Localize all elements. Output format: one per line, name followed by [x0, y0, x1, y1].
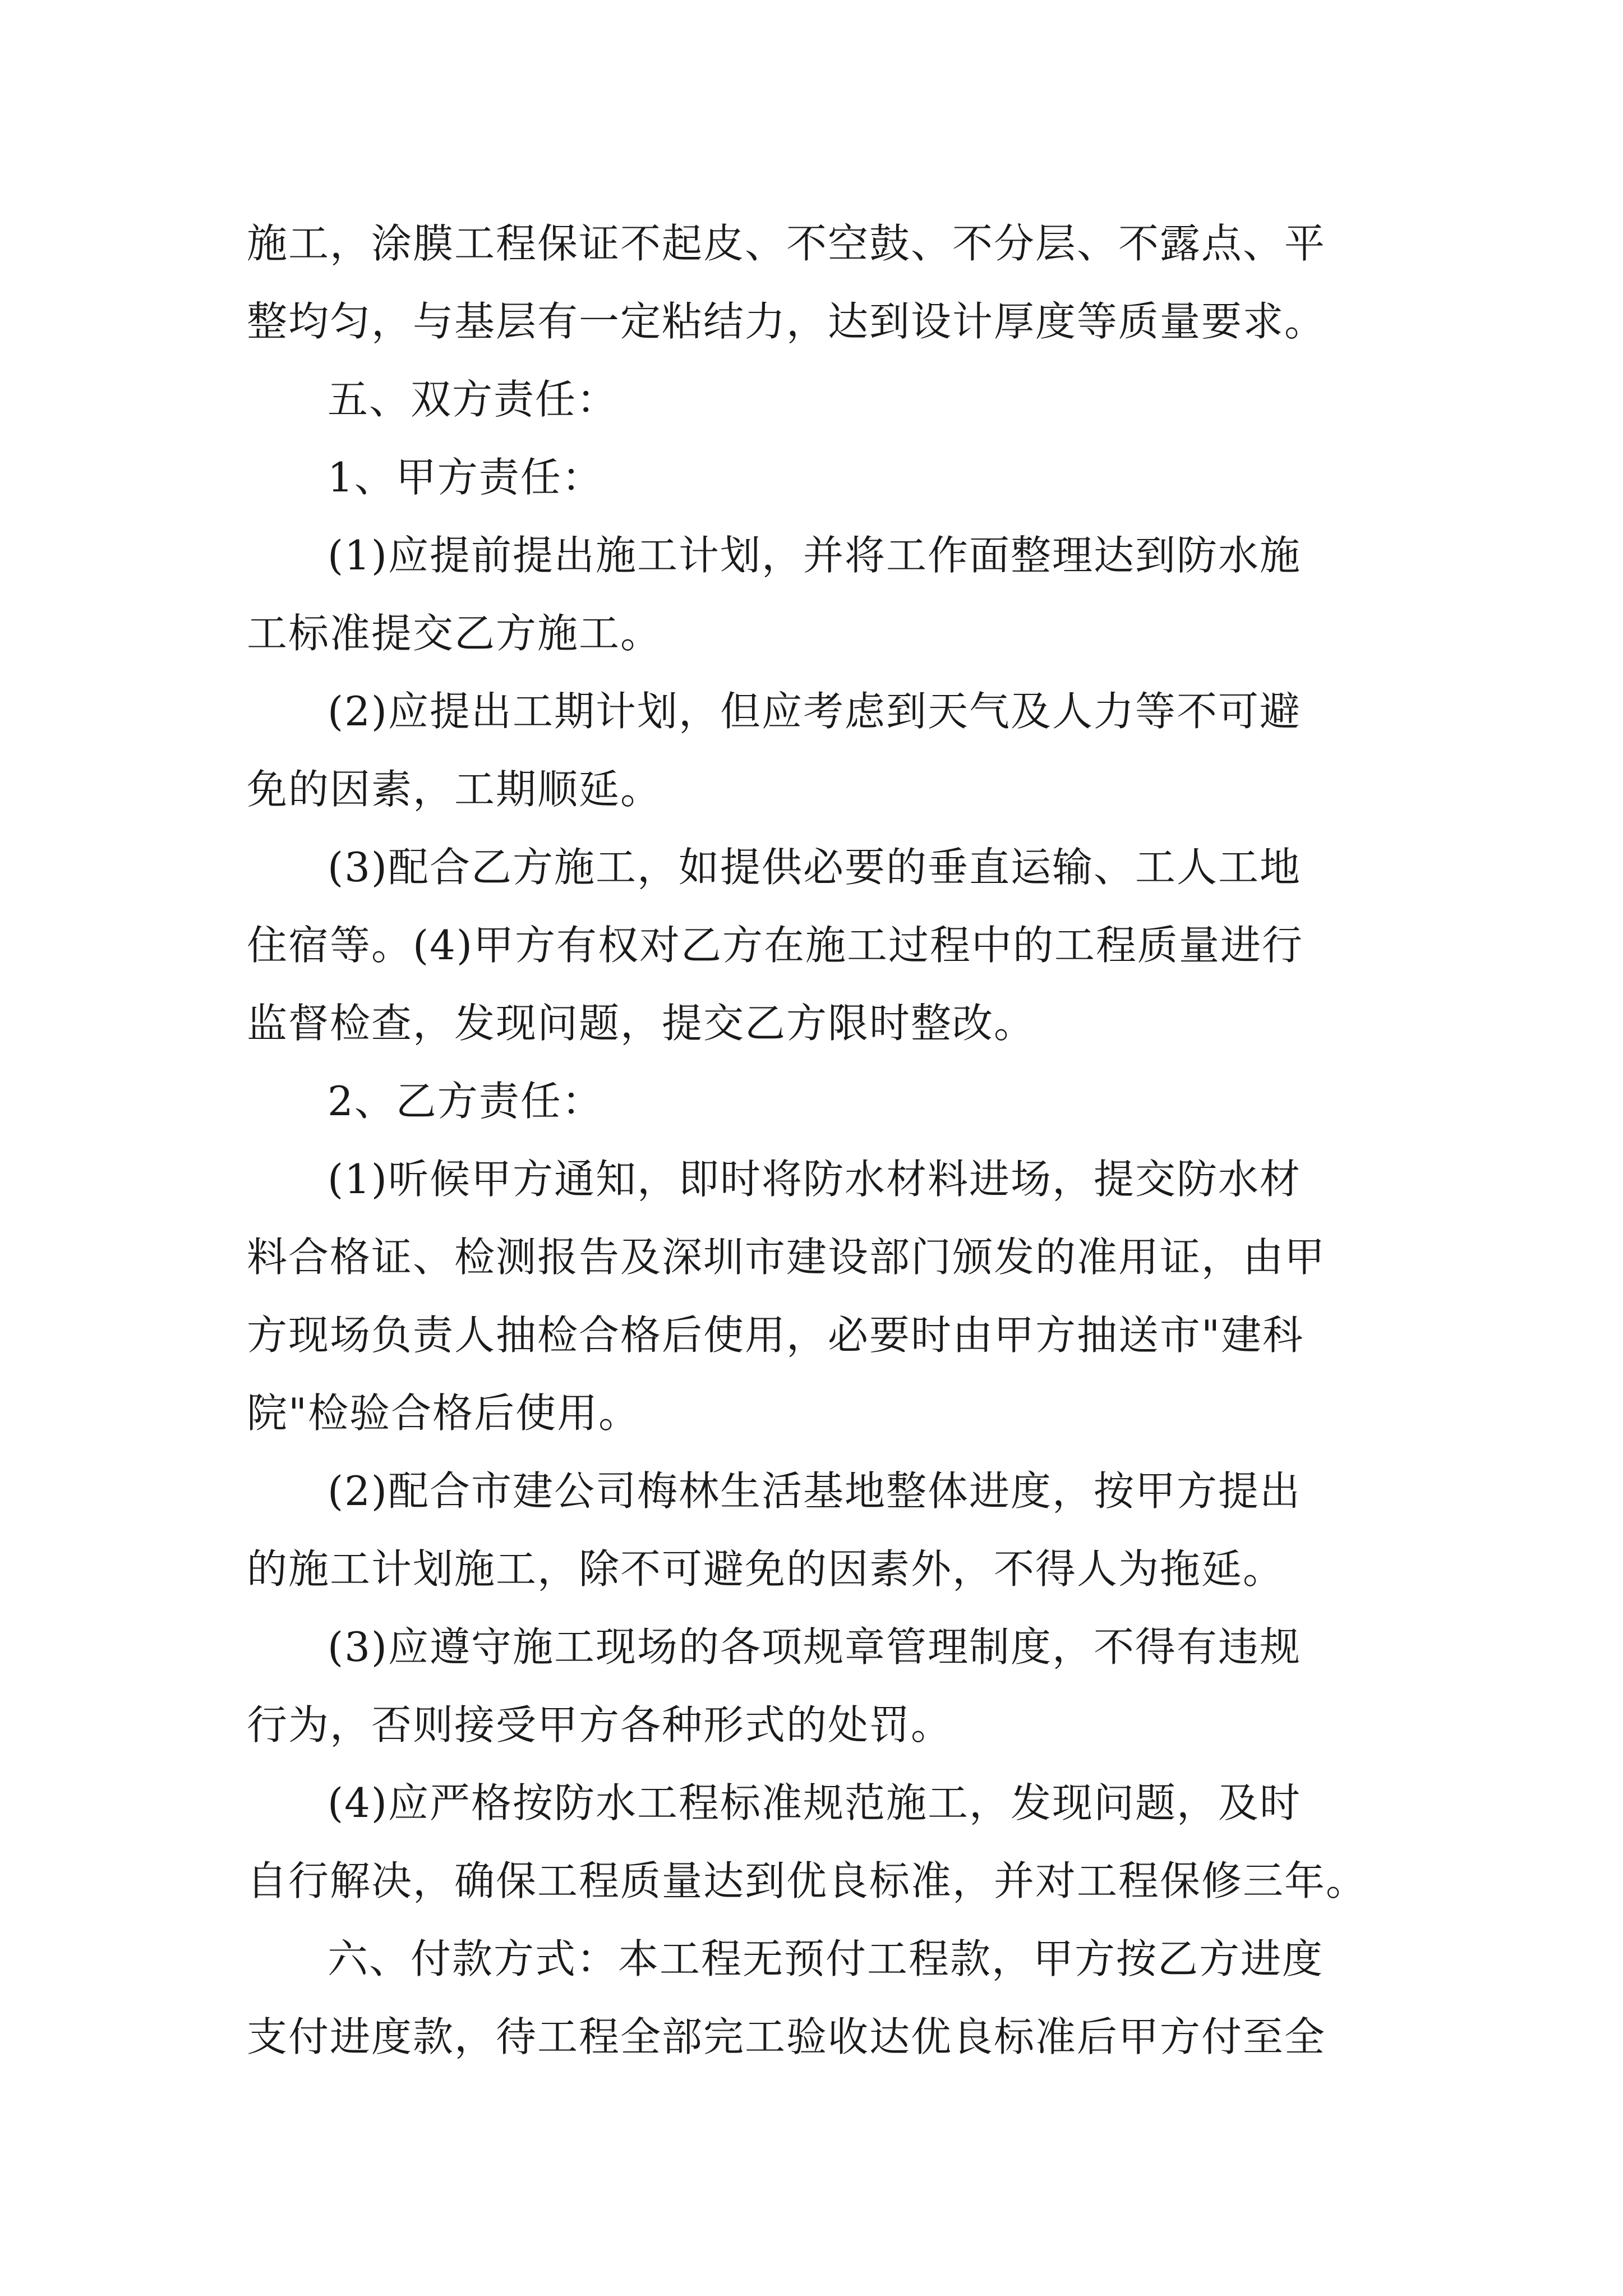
text-line: (2)应提出工期计划，但应考虑到天气及人力等不可避 — [328, 688, 1301, 735]
text-line: 院"检验合格后使用。 — [247, 1389, 640, 1437]
text-line: 施工，涂膜工程保证不起皮、不空鼓、不分层、不露点、平 — [247, 220, 1326, 267]
text-line: 料合格证、检测报告及深圳市建设部门颁发的准用证，由甲 — [247, 1234, 1326, 1281]
text-line: (1)应提前提出施工计划，并将工作面整理达到防水施 — [328, 532, 1301, 579]
text-line: 整均匀，与基层有一定粘结力，达到设计厚度等质量要求。 — [247, 298, 1326, 345]
text-line: 工标准提交乙方施工。 — [247, 610, 662, 657]
subsection-heading: 2、乙方责任： — [328, 1078, 603, 1125]
text-line: 支付进度款，待工程全部完工验收达优良标准后甲方付至全 — [247, 2013, 1326, 2060]
text-line: (3)配合乙方施工，如提供必要的垂直运输、工人工地 — [328, 844, 1301, 891]
text-line: 监督检查，发现问题，提交乙方限时整改。 — [247, 1000, 1036, 1047]
text-line: 住宿等。(4)甲方有权对乙方在施工过程中的工程质量进行 — [247, 922, 1303, 969]
section-heading: 五、双方责任： — [328, 376, 619, 423]
text-line: (4)应严格按防水工程标准规范施工，发现问题，及时 — [328, 1779, 1301, 1826]
text-line: 自行解决，确保工程质量达到优良标准，并对工程保修三年。 — [247, 1857, 1368, 1904]
text-line: 免的因素，工期顺延。 — [247, 766, 662, 813]
text-line: 行为，否则接受甲方各种形式的处罚。 — [247, 1701, 953, 1749]
text-line: 方现场负责人抽检合格后使用，必要时由甲方抽送市"建科 — [247, 1312, 1304, 1359]
section-heading: 六、付款方式：本工程无预付工程款，甲方按乙方进度 — [328, 1935, 1324, 1982]
subsection-heading: 1、甲方责任： — [328, 454, 603, 501]
text-line: 的施工计划施工，除不可避免的因素外，不得人为拖延。 — [247, 1545, 1285, 1593]
text-line: (2)配合市建公司梅林生活基地整体进度，按甲方提出 — [328, 1467, 1301, 1515]
document-body — [247, 205, 1396, 2076]
text-line: (3)应遵守施工现场的各项规章管理制度，不得有违规 — [328, 1623, 1301, 1671]
text-line: (1)听候甲方通知，即时将防水材料进场，提交防水材 — [328, 1156, 1301, 1203]
